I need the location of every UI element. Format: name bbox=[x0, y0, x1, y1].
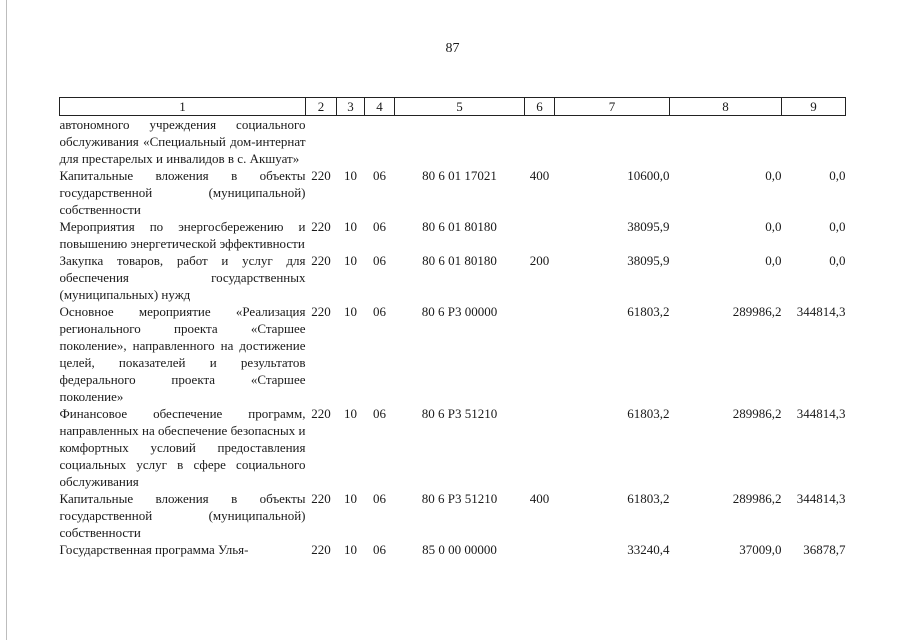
cell-expense-type bbox=[525, 405, 555, 490]
table-row bbox=[60, 218, 846, 252]
row-name: Капитальные вложения в объекты государственной (муниципальной) собственности bbox=[59, 168, 306, 217]
cell-amount-3: 36878,7 bbox=[803, 542, 846, 557]
cell-section: 10 bbox=[344, 253, 357, 268]
table-row bbox=[60, 116, 846, 168]
cell-admin-code: 220 bbox=[311, 304, 331, 319]
page-number: 87 bbox=[445, 41, 460, 56]
row-name: Основное мероприятие «Реализация регионального проекта «Старшее поколение», направленного на достижение целей, показателей и результатов федерального проекта «Старшее поколение» bbox=[59, 304, 306, 404]
row-name: автономного учреждения социального обслуживания «Специальный дом-интернат для престарелых и инвалидов в с. Акшуат» bbox=[59, 117, 306, 166]
cell-subsection: 06 bbox=[373, 304, 386, 319]
cell-target-article: 80 6 01 17021 bbox=[422, 168, 497, 183]
cell-amount-2: 0,0 bbox=[765, 168, 782, 183]
col-header-3: 3 bbox=[337, 98, 365, 116]
cell-amount-2: 289986,2 bbox=[732, 406, 782, 421]
cell-section: 10 bbox=[344, 304, 357, 319]
col-header-6: 6 bbox=[525, 98, 555, 116]
col-header-5: 5 bbox=[395, 98, 525, 116]
cell-amount-3: 344814,3 bbox=[796, 304, 846, 319]
cell-amount-1: 38095,9 bbox=[627, 253, 670, 268]
row-name: Финансовое обеспечение программ, направленных на обеспечение безопасных и комфортных условий предоставления социальных услуг в сфере социального обслуживания bbox=[59, 406, 306, 489]
cell-amount-2: 0,0 bbox=[765, 219, 782, 234]
table-row bbox=[60, 252, 846, 303]
cell-target-article: 80 6 P3 51210 bbox=[421, 491, 498, 506]
cell-amount-2 bbox=[670, 116, 782, 168]
cell-amount-1: 38095,9 bbox=[627, 219, 670, 234]
budget-table bbox=[59, 97, 846, 558]
row-name: Капитальные вложения в объекты государственной (муниципальной) собственности bbox=[59, 491, 306, 540]
row-name: Государственная программа Улья- bbox=[59, 542, 249, 557]
cell-admin-code: 220 bbox=[311, 542, 331, 557]
cell-amount-1: 61803,2 bbox=[627, 304, 670, 319]
col-header-8: 8 bbox=[670, 98, 782, 116]
col-header-9: 9 bbox=[782, 98, 846, 116]
cell-section: 10 bbox=[344, 406, 357, 421]
cell-expense-type bbox=[525, 218, 555, 252]
cell-subsection bbox=[365, 116, 395, 168]
cell-admin-code: 220 bbox=[311, 219, 331, 234]
cell-section: 10 bbox=[344, 168, 357, 183]
cell-expense-type bbox=[525, 303, 555, 405]
cell-subsection: 06 bbox=[373, 491, 386, 506]
row-name: Мероприятия по энергосбережению и повышению энергетической эффективности bbox=[59, 219, 306, 251]
cell-amount-2: 289986,2 bbox=[732, 304, 782, 319]
col-header-2: 2 bbox=[306, 98, 337, 116]
cell-target-article: 80 6 P3 51210 bbox=[421, 406, 498, 421]
cell-amount-2: 289986,2 bbox=[732, 491, 782, 506]
cell-target-article bbox=[395, 116, 525, 168]
cell-amount-3: 344814,3 bbox=[796, 491, 846, 506]
cell-expense-type: 400 bbox=[529, 491, 550, 506]
cell-admin-code: 220 bbox=[311, 406, 331, 421]
cell-subsection: 06 bbox=[373, 406, 386, 421]
cell-amount-2: 0,0 bbox=[765, 253, 782, 268]
cell-amount-3: 344814,3 bbox=[796, 406, 846, 421]
cell-target-article: 80 6 P3 00000 bbox=[421, 304, 498, 319]
cell-admin-code: 220 bbox=[311, 253, 331, 268]
cell-target-article: 85 0 00 00000 bbox=[422, 542, 497, 557]
cell-amount-3: 0,0 bbox=[829, 253, 846, 268]
cell-amount-1 bbox=[555, 116, 670, 168]
cell-admin-code: 220 bbox=[311, 491, 331, 506]
cell-admin-code bbox=[306, 116, 337, 168]
cell-amount-1: 10600,0 bbox=[627, 168, 670, 183]
cell-section: 10 bbox=[344, 219, 357, 234]
col-header-4: 4 bbox=[365, 98, 395, 116]
cell-amount-2: 37009,0 bbox=[739, 542, 782, 557]
table-row bbox=[60, 541, 846, 558]
cell-amount-3 bbox=[782, 116, 846, 168]
scan-edge bbox=[6, 0, 7, 640]
col-header-1: 1 bbox=[60, 98, 306, 116]
cell-subsection: 06 bbox=[373, 542, 386, 557]
table-header-row bbox=[60, 98, 846, 116]
cell-section: 10 bbox=[344, 542, 357, 557]
cell-target-article: 80 6 01 80180 bbox=[422, 219, 497, 234]
cell-expense-type: 400 bbox=[529, 168, 550, 183]
cell-amount-3: 0,0 bbox=[829, 219, 846, 234]
cell-subsection: 06 bbox=[373, 253, 386, 268]
table-row bbox=[60, 490, 846, 541]
table-row bbox=[60, 303, 846, 405]
row-name: Закупка товаров, работ и услуг для обеспечения государственных (муниципальных) нужд bbox=[59, 253, 306, 302]
cell-amount-1: 33240,4 bbox=[627, 542, 670, 557]
table-row bbox=[60, 167, 846, 218]
cell-amount-3: 0,0 bbox=[829, 168, 846, 183]
cell-section bbox=[337, 116, 365, 168]
cell-section: 10 bbox=[344, 491, 357, 506]
cell-subsection: 06 bbox=[373, 219, 386, 234]
cell-subsection: 06 bbox=[373, 168, 386, 183]
cell-amount-1: 61803,2 bbox=[627, 406, 670, 421]
cell-target-article: 80 6 01 80180 bbox=[422, 253, 497, 268]
cell-admin-code: 220 bbox=[311, 168, 331, 183]
cell-expense-type bbox=[525, 116, 555, 168]
col-header-7: 7 bbox=[555, 98, 670, 116]
cell-expense-type bbox=[525, 541, 555, 558]
cell-amount-1: 61803,2 bbox=[627, 491, 670, 506]
cell-expense-type: 200 bbox=[529, 253, 550, 268]
table-row bbox=[60, 405, 846, 490]
